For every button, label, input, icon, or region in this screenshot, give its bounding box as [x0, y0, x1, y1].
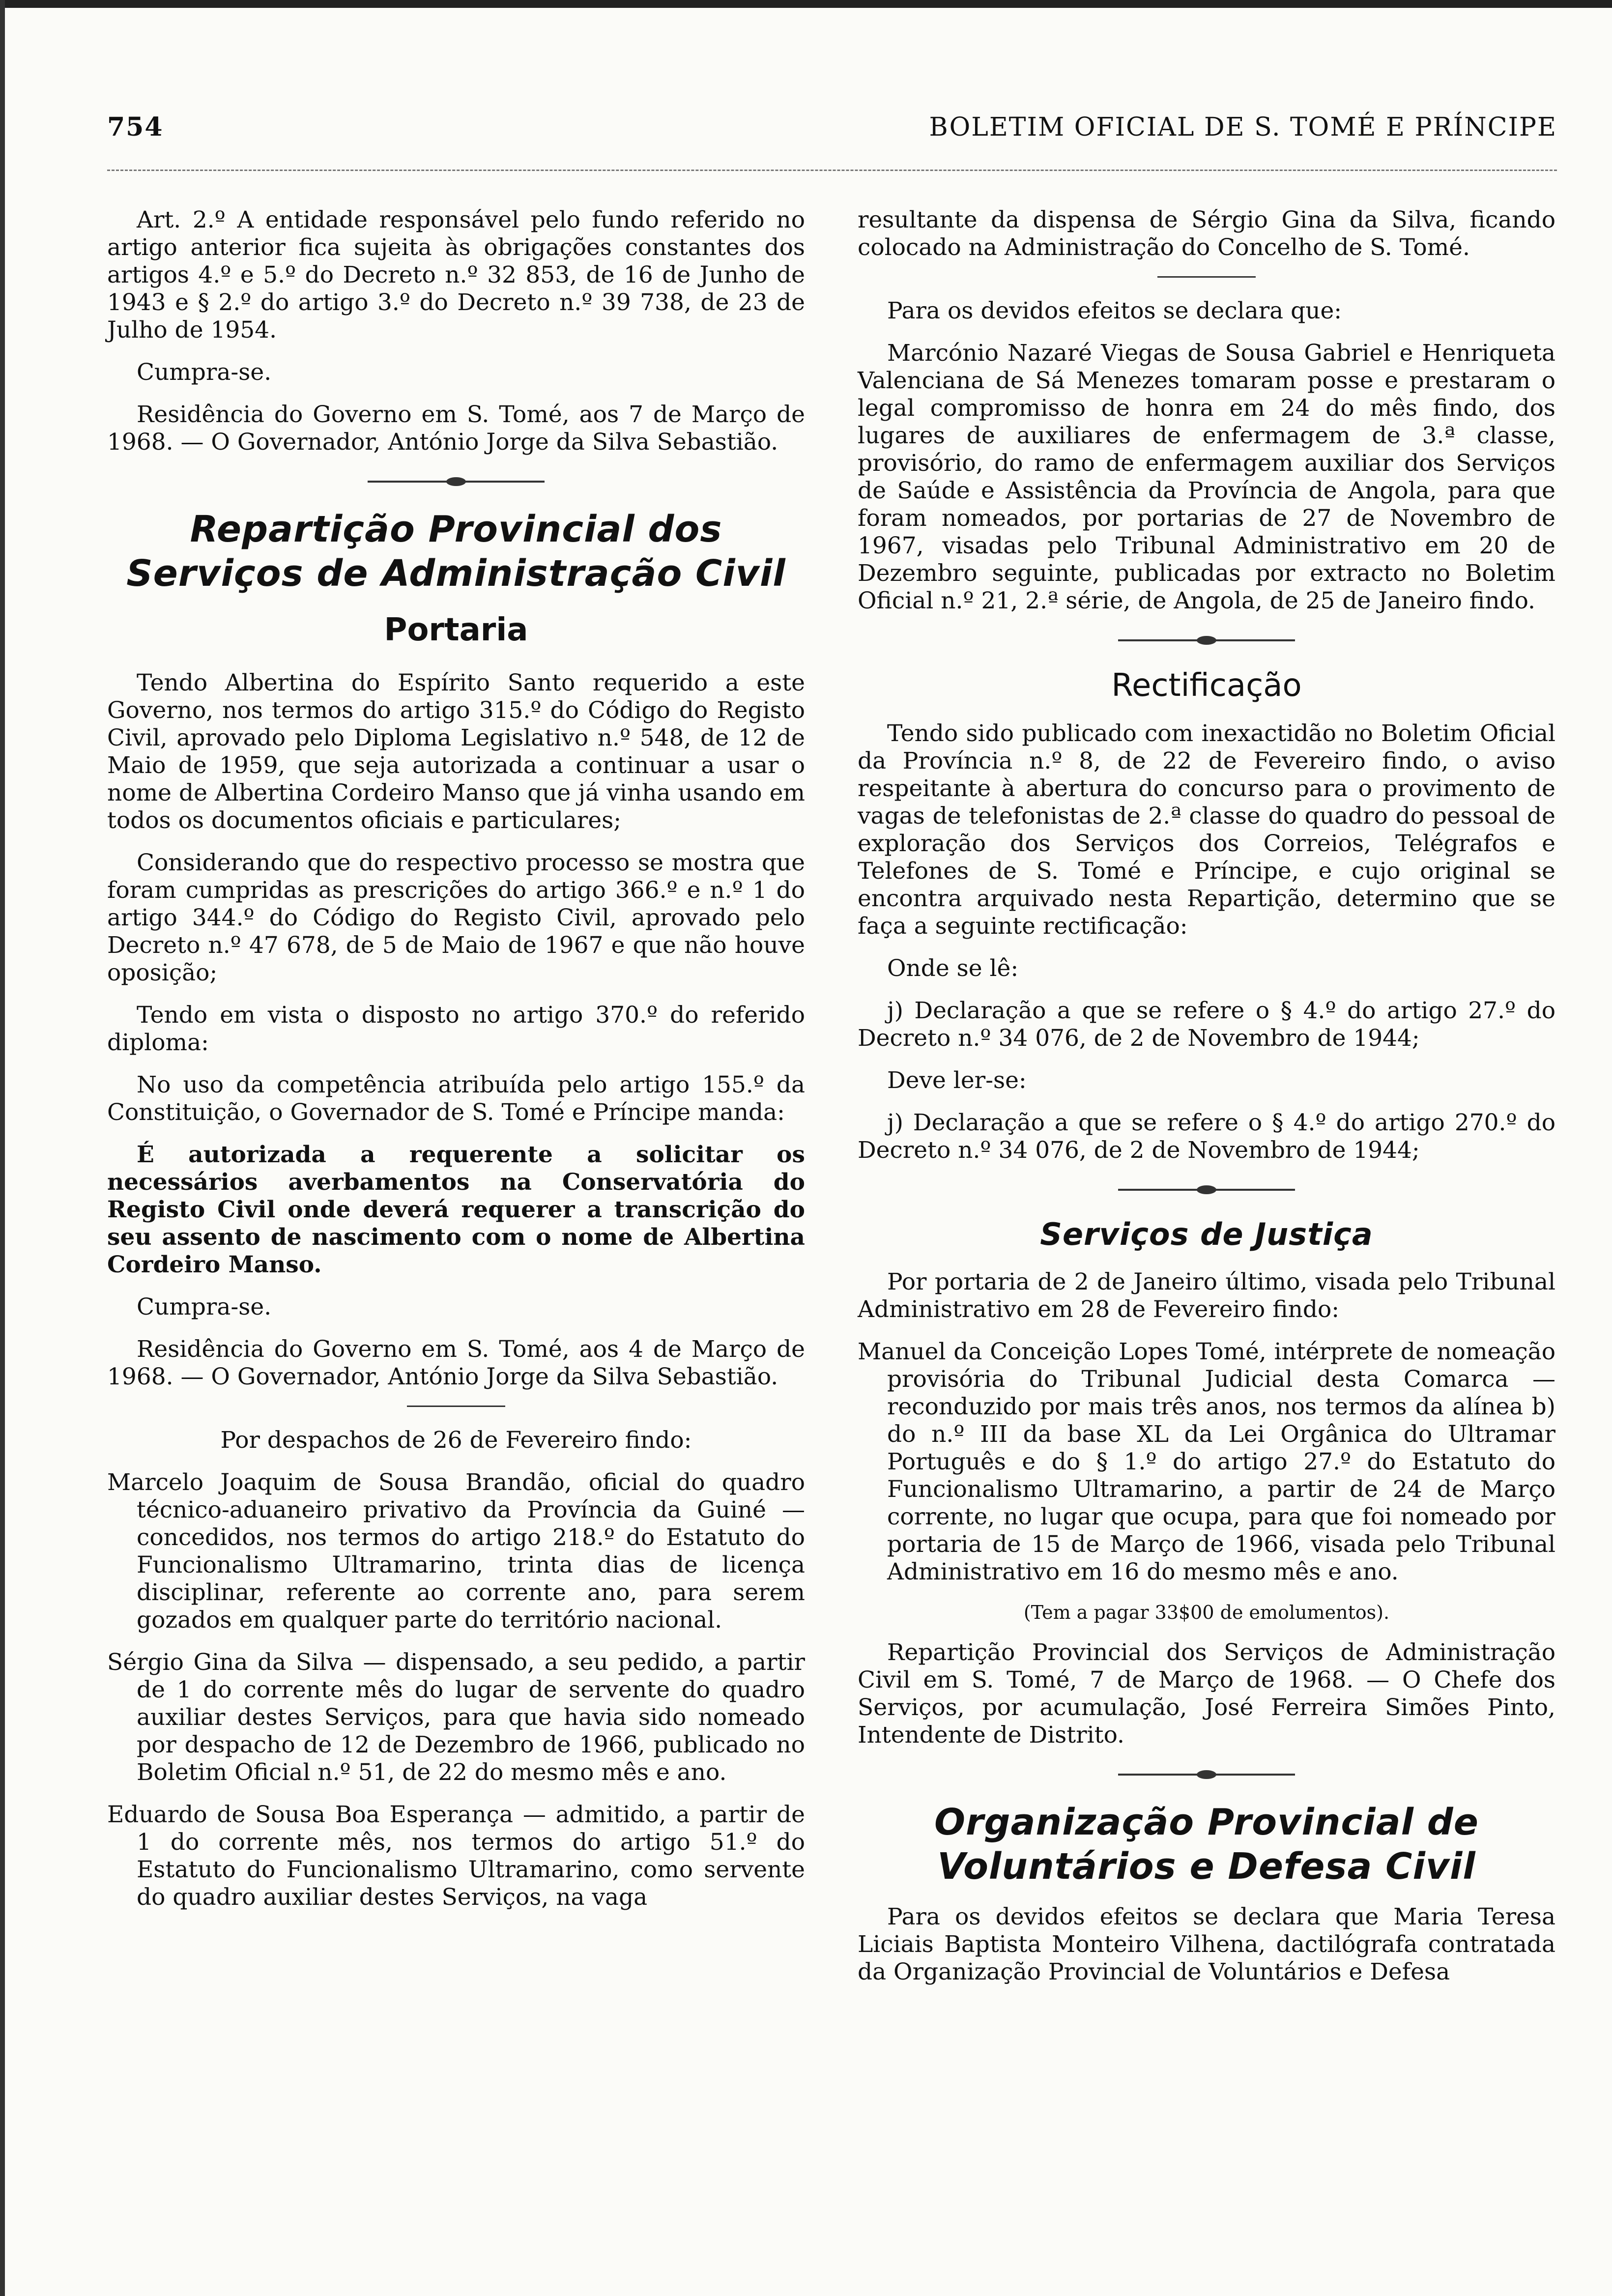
portaria-p2: Considerando que do respectivo processo se mostra que foram cumpridas as prescrições do artigo 366.º e n.º 1 do artigo 344.º do Código do Registo Civil, aprovado pelo Decreto n.º 47 678, de 5 de Maio de 1967 e que não houve oposição;	[107, 849, 805, 986]
ornament-divider	[1118, 1774, 1295, 1776]
left-border	[0, 0, 5, 2296]
portaria-p5: É autorizada a requerente a solicitar os necessários averbamentos na Conservatória do Registo Civil onde deverá requerer a transcrição do seu assento de nascimento com o nome de Albertina Cordeiro Manso.	[107, 1141, 805, 1278]
right-column	[858, 206, 1555, 2001]
cumpra-se-1: Cumpra-se.	[137, 359, 272, 386]
entry-marconio: Marcónio Nazaré Viegas de Sousa Gabriel e Henriqueta Valenciana de Sá Menezes tomaram posse e prestaram o legal compromisso de honra em 24 do mês findo, dos lugares de auxiliares de enfermagem de 3.ª classe, provisório, do ramo de enfermagem auxiliar dos Serviços de Saúde e Assistência da Província de Angola, para que foram nomeados, por portarias de 27 de Novembro de 1967, visadas pelo Tribunal Administrativo em 20 de Dezembro seguinte, publicadas por extracto no Boletim Oficial n.º 21, 2.ª série, de Angola, de 25 de Janeiro findo.	[858, 340, 1555, 614]
despachos-intro: Por despachos de 26 de Fevereiro findo:	[220, 1427, 692, 1454]
entry-marcelo: Marcelo Joaquim de Sousa Brandão, oficial do quadro técnico-aduaneiro privativo da Província da Guiné — concedidos, nos termos do artigo 218.º do Estatuto do Funcionalismo Ultramarino, trinta dias de licença disciplinar, referente ao corrente ano, para serem gozados em qualquer parte do território nacional.	[107, 1469, 805, 1634]
declaration-intro: Para os devidos efeitos se declara que:	[887, 297, 1342, 324]
emolumentos: (Tem a pagar 33$00 de emolumentos).	[1023, 1602, 1390, 1623]
servicos-justica-title: Serviços de Justiça	[1040, 1216, 1373, 1252]
divider	[407, 1406, 505, 1407]
organizacao-title: Organização Provincial de Voluntários e Defesa Civil	[934, 1801, 1479, 1888]
portaria-p1: Tendo Albertina do Espírito Santo requerido a este Governo, nos termos do artigo 315.º do Código do Registo Civil, aprovado pelo Diploma Legislativo n.º 548, de 12 de Maio de 1959, que seja autorizada a continuar a usar o nome de Albertina Cordeiro Manso que já vinha usando em todos os documentos oficiais e particulares;	[107, 669, 805, 834]
continuation-text: resultante da dispensa de Sérgio Gina da Silva, ficando colocado na Administração do Concelho de S. Tomé.	[858, 206, 1555, 261]
organizacao-text: Para os devidos efeitos se declara que Maria Teresa Liciais Baptista Monteiro Vilhena, dactilógrafa contratada da Organização Provincial de Voluntários e Defesa	[858, 1903, 1555, 1985]
header-divider	[107, 170, 1557, 171]
article-2: Art. 2.º A entidade responsável pelo fundo referido no artigo anterior fica sujeita às obrigações constantes dos artigos 4.º e 5.º do Decreto n.º 32 853, de 16 de Junho de 1943 e § 2.º do artigo 3.º do Decreto n.º 39 738, de 23 de Julho de 1954.	[107, 206, 805, 344]
entry-sergio: Sérgio Gina da Silva — dispensado, a seu pedido, a partir de 1 do corrente mês do lugar de servente do quadro auxiliar destes Serviços, para que havia sido nomeado por despacho de 12 de Dezembro de 1966, publicado no Boletim Oficial n.º 51, de 22 do mesmo mês e ano.	[107, 1649, 805, 1786]
onde-text: j) Declaração a que se refere o § 4.º do artigo 27.º do Decreto n.º 34 076, de 2 de Novembro de 1944;	[858, 997, 1555, 1052]
residencia-1: Residência do Governo em S. Tomé, aos 7 de Março de 1968. — O Governador, António Jorge da Silva Sebastião.	[107, 401, 805, 456]
portaria-p3: Tendo em vista o disposto no artigo 370.º do referido diploma:	[107, 1002, 805, 1056]
entry-manuel: Manuel da Conceição Lopes Tomé, intérprete de nomeação provisória do Tribunal Judicial desta Comarca — reconduzido por mais três anos, nos termos da alínea b) do n.º III da base XL da Lei Orgânica do Ultramar Português e do § 1.º do artigo 27.º do Estatuto do Funcionalismo Ultramarino, a partir de 24 de Março corrente, no lugar que ocupa, para que foi nomeado por portaria de 15 de Março de 1966, visada pelo Tribunal Administrativo em 16 do mesmo mês e ano.	[858, 1338, 1555, 1585]
rectificacao-text: Tendo sido publicado com inexactidão no Boletim Oficial da Província n.º 8, de 22 de Fevereiro findo, o aviso respeitante à abertura do concurso para o provimento de vagas de telefonistas de 2.ª classe do quadro do pessoal de exploração dos Serviços dos Correios, Telégrafos e Telefones de S. Tomé e Príncipe, e cujo original se encontra arquivado nesta Repartição, determino que se faça a seguinte rectificação:	[858, 720, 1555, 940]
page-header	[107, 112, 1557, 142]
residencia-2: Residência do Governo em S. Tomé, aos 4 de Março de 1968. — O Governador, António Jorge da Silva Sebastião.	[107, 1336, 805, 1390]
ornament-divider	[368, 481, 545, 483]
deve-ler-se: Deve ler-se:	[887, 1067, 1027, 1094]
ornament-divider	[1118, 1189, 1295, 1191]
portaria-title: Portaria	[384, 612, 528, 648]
portaria-p4: No uso da competência atribuída pelo artigo 155.º da Constituição, o Governador de S. Tomé e Príncipe manda:	[107, 1071, 805, 1126]
entry-eduardo: Eduardo de Sousa Boa Esperança — admitido, a partir de 1 do corrente mês, nos termos do artigo 51.º do Estatuto do Funcionalismo Ultramarino, como servente do quadro auxiliar destes Serviços, na vaga	[107, 1801, 805, 1911]
justica-intro: Por portaria de 2 de Janeiro último, visada pelo Tribunal Administrativo em 28 de Fevereiro findo:	[858, 1268, 1555, 1323]
cumpra-se-2: Cumpra-se.	[137, 1293, 272, 1320]
deve-text: j) Declaração a que se refere o § 4.º do artigo 270.º do Decreto n.º 34 076, de 2 de Novembro de 1944;	[858, 1109, 1555, 1164]
publication-title: BOLETIM OFICIAL DE S. TOMÉ E PRÍNCIPE	[929, 113, 1557, 142]
rectificacao-title: Rectificação	[1111, 667, 1302, 704]
top-border	[0, 0, 1612, 8]
onde-se-le: Onde se lê:	[887, 955, 1019, 982]
divider	[1157, 276, 1256, 278]
ornament-divider	[1118, 639, 1295, 641]
page-number: 754	[107, 112, 164, 142]
left-column	[107, 206, 805, 1926]
reparticao-signature: Repartição Provincial dos Serviços de Administração Civil em S. Tomé, 7 de Março de 1968. — O Chefe dos Serviços, por acumulação, José Ferreira Simões Pinto, Intendente de Distrito.	[858, 1639, 1555, 1749]
section-title-administracao-civil: Repartição Provincial dos Serviços de Administração Civil	[126, 508, 786, 595]
